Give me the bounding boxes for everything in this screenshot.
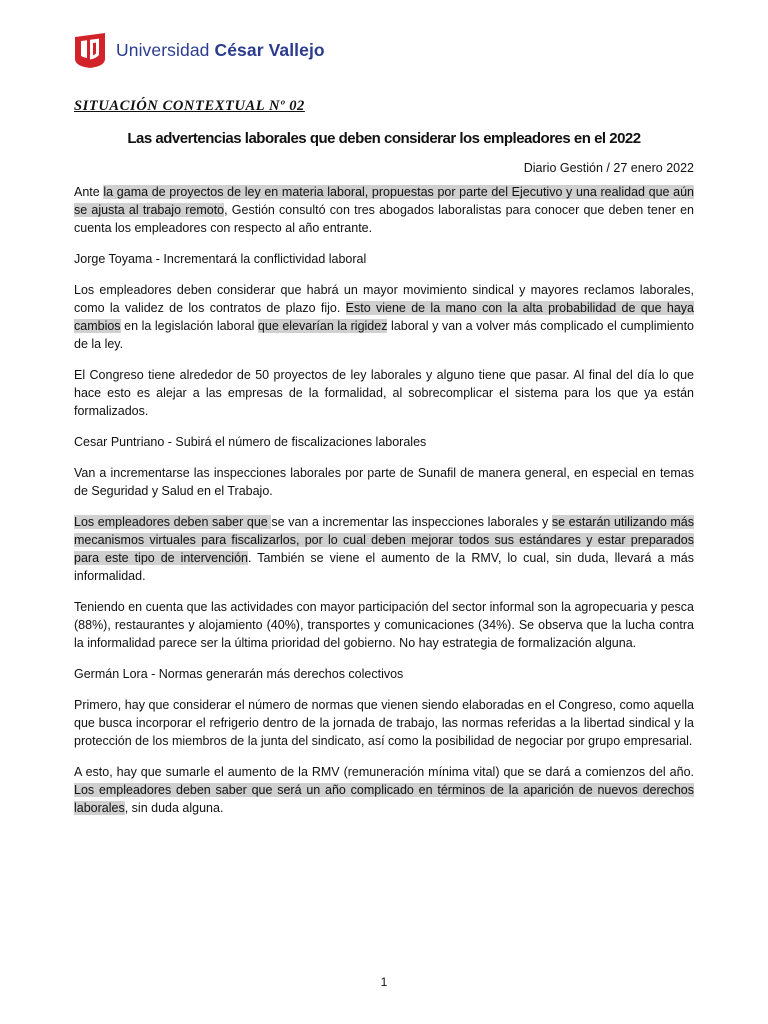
text-segment: en la legislación laboral <box>120 319 258 333</box>
text-segment: Cesar Puntriano - Subirá el número de fiscalizaciones laborales <box>74 435 427 449</box>
text-segment: El Congreso tiene alrededor de 50 proyectos de ley laborales y alguno tiene que pasar. Al final del día lo que hace esto es alejar a las empresas de la formalidad, al sobrecomplicar el sistema para los que ya están formalizados. <box>74 368 694 418</box>
article-title: Las advertencias laborales que deben considerar los empleadores en el 2022 <box>127 130 641 147</box>
highlighted-text: Esto viene de la mano con la alta probabilidad de que haya cambios <box>74 301 695 333</box>
section-heading <box>74 433 694 451</box>
paragraph <box>74 464 694 500</box>
highlighted-text: que elevarían la rigidez <box>257 319 388 333</box>
text-segment: . También se viene el aumento de la RMV, lo cual, sin duda, llevará a más informalidad. <box>74 551 694 583</box>
section-heading <box>74 665 694 683</box>
text-segment: Los empleadores deben considerar que habrá un mayor movimiento sindical y mayores reclamos laborales, como la validez de los contratos de plazo fijo. <box>74 283 694 315</box>
university-name-bold: César Vallejo <box>214 39 325 60</box>
page-number: 1 <box>380 975 388 989</box>
university-logo <box>73 30 325 70</box>
paragraph <box>74 598 694 652</box>
text-segment: Teniendo en cuenta que las actividades con mayor participación del sector informal son la agropecuaria y pesca (88%), restaurantes y alojamiento (40%), transportes y comunicaciones (34%). Se observa que la lucha contra la informalidad parece ser la última prioridad del gobierno. No hay estrategia de formalización alguna. <box>74 600 694 650</box>
article-source: Diario Gestión / 27 enero 2022 <box>523 161 694 175</box>
section-heading <box>74 250 694 268</box>
highlighted-text: Los empleadores deben saber que será un año complicado en términos de la aparición de nuevos derechos laborales <box>74 783 694 815</box>
paragraph <box>74 281 694 353</box>
text-segment: A esto, hay que sumarle el aumento de la RMV (remuneración mínima vital) que se dará a comienzos del año. <box>74 765 694 779</box>
highlighted-text: la gama de proyectos de ley en materia laboral, propuestas por parte del Ejecutivo y una realidad que aún se ajusta al trabajo remoto <box>74 185 695 217</box>
text-segment: Primero, hay que considerar el número de normas que vienen siendo elaboradas en el Congreso, como aquella que busca incorporar el refrigerio dentro de la jornada de trabajo, las normas referidas a la libertad sindical y la protección de los miembros de la junta del sindicato, así como la posibilidad de negociar por grupo empresarial. <box>74 698 694 748</box>
university-name <box>116 40 325 61</box>
text-segment: Germán Lora - Normas generarán más derechos colectivos <box>74 667 404 681</box>
ucv-shield-icon <box>73 31 107 69</box>
text-segment: laboral y van a volver más complicado el cumplimiento de la ley. <box>74 319 695 351</box>
text-segment: Jorge Toyama - Incrementará la conflictividad laboral <box>74 252 367 266</box>
highlighted-text: Los empleadores deben saber que <box>74 515 272 529</box>
university-name-regular: Universidad <box>116 39 215 60</box>
situacion-heading: SITUACIÓN CONTEXTUAL Nº 02 <box>74 98 305 114</box>
paragraph <box>74 366 694 420</box>
text-segment: Van a incrementarse las inspecciones laborales por parte de Sunafil de manera general, en especial en temas de Seguridad y Salud en el Trabajo. <box>74 466 694 498</box>
text-segment: se van a incrementar las inspecciones laborales y <box>271 515 552 529</box>
text-segment: Ante <box>74 185 104 199</box>
article-body <box>74 183 694 830</box>
text-segment: , Gestión consultó con tres abogados laboralistas para conocer que deben tener en cuenta los empleadores con respecto al año entrante. <box>74 203 694 235</box>
highlighted-text: se estarán utilizando más mecanismos virtuales para fiscalizarlos, por lo cual deben mejorar todos sus estándares y estar preparados para este tipo de intervención <box>74 515 695 565</box>
paragraph <box>74 513 694 585</box>
paragraph <box>74 763 694 817</box>
paragraph <box>74 696 694 750</box>
paragraph <box>74 183 694 237</box>
text-segment: , sin duda alguna. <box>124 801 224 815</box>
